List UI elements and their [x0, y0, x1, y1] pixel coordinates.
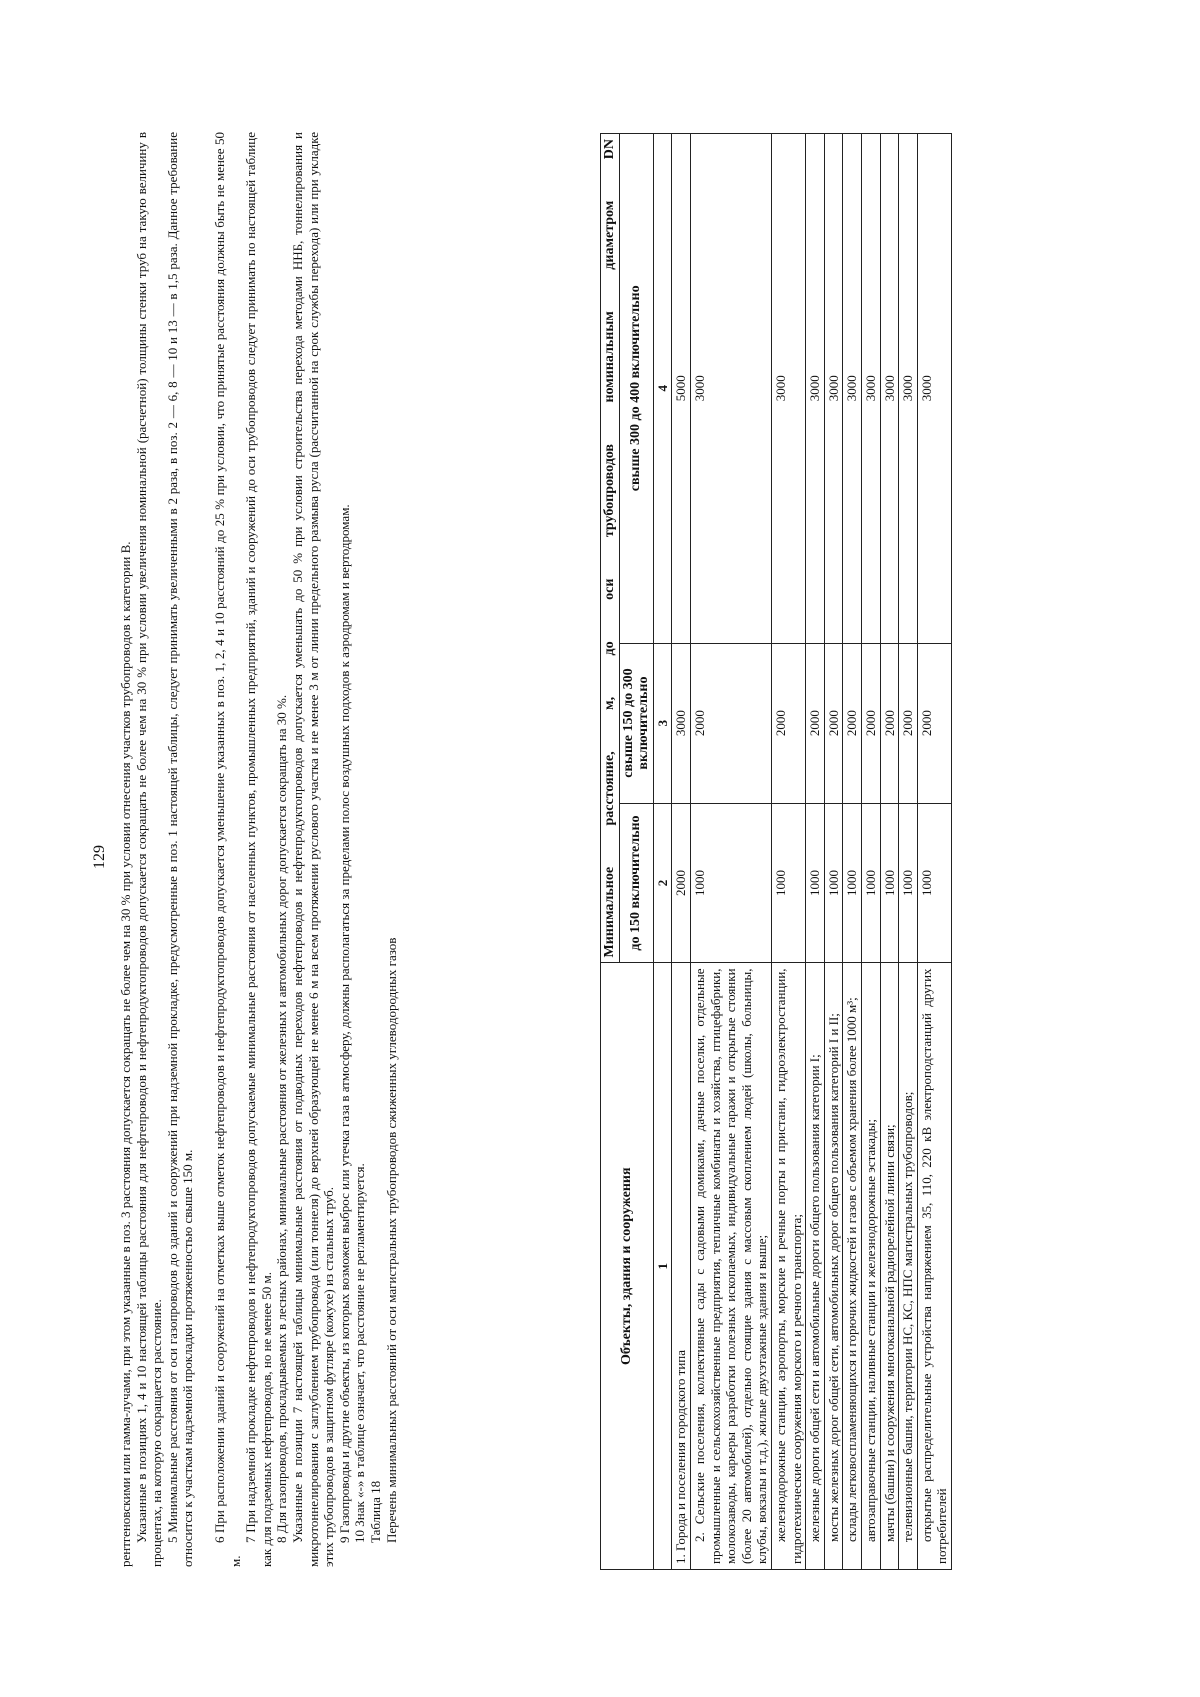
object-cell: открытые распределительные устройства напряжением 35, 110, 220 кВ электроподстанций других потребителей [917, 963, 951, 1570]
object-cell: автозаправочные станции, наливные станции и железнодорожные эстакады; [861, 963, 880, 1570]
distance-cell: 1000 [861, 803, 880, 963]
column-number: 1 [653, 963, 672, 1570]
table-18 [600, 133, 952, 1570]
distance-cell: 3000 [880, 134, 899, 644]
distance-cell: 2000 [843, 643, 862, 803]
distance-cell: 2000 [880, 643, 899, 803]
distance-cell: 3000 [690, 134, 771, 644]
object-cell: железные дороги общей сети и автомобильные дороги общего пользования категории I; [806, 963, 825, 1570]
table-row [917, 134, 951, 1570]
distance-cell: 2000 [771, 643, 805, 803]
paragraph: 7 При надземной прокладке нефтепроводов и нефтепродуктопроводов допускаемые минимальные расстояния от населенных пунктов, промышленных предприятий, зданий и сооружений до оси трубопроводов следует принимать по настоящей таблице как для подземных нефтепроводов, но не менее 50 м. [243, 132, 274, 1567]
distance-cell: 3000 [899, 134, 918, 644]
object-cell: 2. Сельские поселения, коллективные сады с садовыми домиками, дачные поселки, отдельные промышленные и сельскохозяйственные предприятия, тепличные комбинаты и хозяйства, птицефабрики, молокозаводы, карьеры разработки полезных ископаемых, индивидуальные гаражи и открытые стоянки (более 20 автомобилей), отдельно стоящие здания с массовым скоплением людей (школы, больницы, клубы, вокзалы и т.д.), жилые двухэтажные здания и выше; [690, 963, 771, 1570]
distance-cell: 2000 [917, 643, 951, 803]
table-row [899, 134, 918, 1570]
distance-cell: 3000 [861, 134, 880, 644]
distance-cell: 1000 [917, 803, 951, 963]
distance-cell: 1000 [899, 803, 918, 963]
column-number: 2 [653, 803, 672, 963]
distance-cell: 1000 [771, 803, 805, 963]
paragraph: Указанные в позиции 7 настоящей таблицы минимальные расстояния от подводных переходов нефтепроводов и нефтепродуктопроводов допускается уменьшать до 50 % при условии строительства перехода методами ННБ, тоннелирования и микротоннелирования с заглублением трубопровода (или тоннеля) до верхней образующей не менее 6 м на всем протяжении руслового участка и не менее 3 м от линии предельного размыва русла (рассчитанной на срок службы перехода) или при укладке этих трубопроводов в защитном футляре (кожухе) из стальных труб. [289, 132, 337, 1567]
distance-cell: 1000 [880, 803, 899, 963]
object-cell: железнодорожные станции, аэропорты, морские и речные порты и пристани, гидроэлектростанции, гидротехнические сооружения морского и речного транспорта; [771, 963, 805, 1570]
distance-cell: 2000 [806, 643, 825, 803]
table-caption-title: Перечень минимальных расстояний от оси магистральных трубопроводов сжиженных углеводородных газов [383, 937, 399, 1543]
table-row [806, 134, 825, 1570]
distance-cell: 3000 [672, 643, 691, 803]
distance-cell: 3000 [824, 134, 843, 644]
distance-cell: 2000 [861, 643, 880, 803]
table-row [824, 134, 843, 1570]
column-number: 3 [653, 643, 672, 803]
paragraph: 8 Для газопроводов, прокладываемых в лесных районах, минимальные расстояния от железных и автомобильных дорог допускается сокращать на 30 %. [274, 694, 290, 1543]
header-dn-1: до 150 включительно [619, 803, 653, 963]
object-cell: мосты железных дорог общей сети, автомобильных дорог общего пользования категорий I и II; [824, 963, 843, 1570]
notes-text [118, 132, 399, 1567]
object-cell: мачты (башни) и сооружения многоканальной радиорелейной линии связи; [880, 963, 899, 1570]
paragraph: 10 Знак «-» в таблице означает, что расстояние не регламентируется. [352, 1163, 368, 1543]
distance-cell: 5000 [672, 134, 691, 644]
distance-cell: 1000 [690, 803, 771, 963]
table-caption-number: Таблица 18 [367, 1480, 383, 1543]
paragraph: Указанные в позициях 1, 4 и 10 настоящей таблицы расстояния для нефтепроводов и нефтепродуктопроводов допускается сокращать не более чем на 30 % при условии увеличения номинальной (расчетной) толщины стенки труб на такую величину в процентах, на которую сокращается расстояние. [133, 132, 165, 1567]
table-row [861, 134, 880, 1570]
distance-cell: 2000 [824, 643, 843, 803]
paragraph: 6 При расположении зданий и сооружений на отметках выше отметок нефтепроводов и нефтепродуктопроводов допускается уменьшение указанных в поз. 1, 2, 4 и 10 расстояний до 25 % при условии, что принятые расстояния должны быть не менее 50 м. [211, 132, 243, 1567]
header-objects: Объекты, здания и сооружения [601, 963, 654, 1570]
distance-cell: 1000 [806, 803, 825, 963]
paragraph: рентгеновскими или гамма-лучами, при этом указанные в поз. 3 расстояния допускается сокращать не более чем на 30 % при условии отнесения участков трубопроводов к категории В. [118, 541, 133, 1567]
column-number: 4 [653, 134, 672, 644]
distance-cell: 3000 [843, 134, 862, 644]
object-cell: склады легковоспламеняющихся и горючих жидкостей и газов с объемом хранения более 1000 м³; [843, 963, 862, 1570]
distance-cell: 1000 [824, 803, 843, 963]
distance-cell: 2000 [690, 643, 771, 803]
header-dn-3: свыше 300 до 400 включительно [619, 134, 653, 644]
distance-cell: 3000 [771, 134, 805, 644]
distance-cell: 2000 [672, 803, 691, 963]
page-number: 129 [91, 845, 108, 869]
table-row [880, 134, 899, 1570]
table-row [690, 134, 771, 1570]
header-distance: Минимальное расстояние, м, до оси трубопроводов номинальным диаметром DN [601, 134, 620, 963]
object-cell: телевизионные башни, территории НС, КС, НПС магистральных трубопроводов; [899, 963, 918, 1570]
distance-cell: 2000 [899, 643, 918, 803]
distance-cell: 3000 [806, 134, 825, 644]
object-cell: 1. Города и поселения городского типа [672, 963, 691, 1570]
table-row [843, 134, 862, 1570]
table-row [672, 134, 691, 1570]
paragraph: 5 Минимальные расстояния от оси газопроводов до зданий и сооружений при надземной прокладке, предусмотренные в поз. 1 настоящей таблицы, следует принимать увеличенными в 2 раза, в поз. 2 — 6, 8 — 10 и 13 — в 1,5 раза. Данное требование относится к участкам надземной прокладки протяженностью свыше 150 м. [164, 132, 196, 1567]
distance-cell: 1000 [843, 803, 862, 963]
paragraph: 9 Газопроводы и другие объекты, из которых возможен выброс или утечка газа в атмосферу, должны располагаться за пределами полос воздушных подходов к аэродромам и вертодромам. [336, 504, 352, 1543]
distance-cell: 3000 [917, 134, 951, 644]
header-dn-2: свыше 150 до 300 включительно [619, 643, 653, 803]
table-row [771, 134, 805, 1570]
